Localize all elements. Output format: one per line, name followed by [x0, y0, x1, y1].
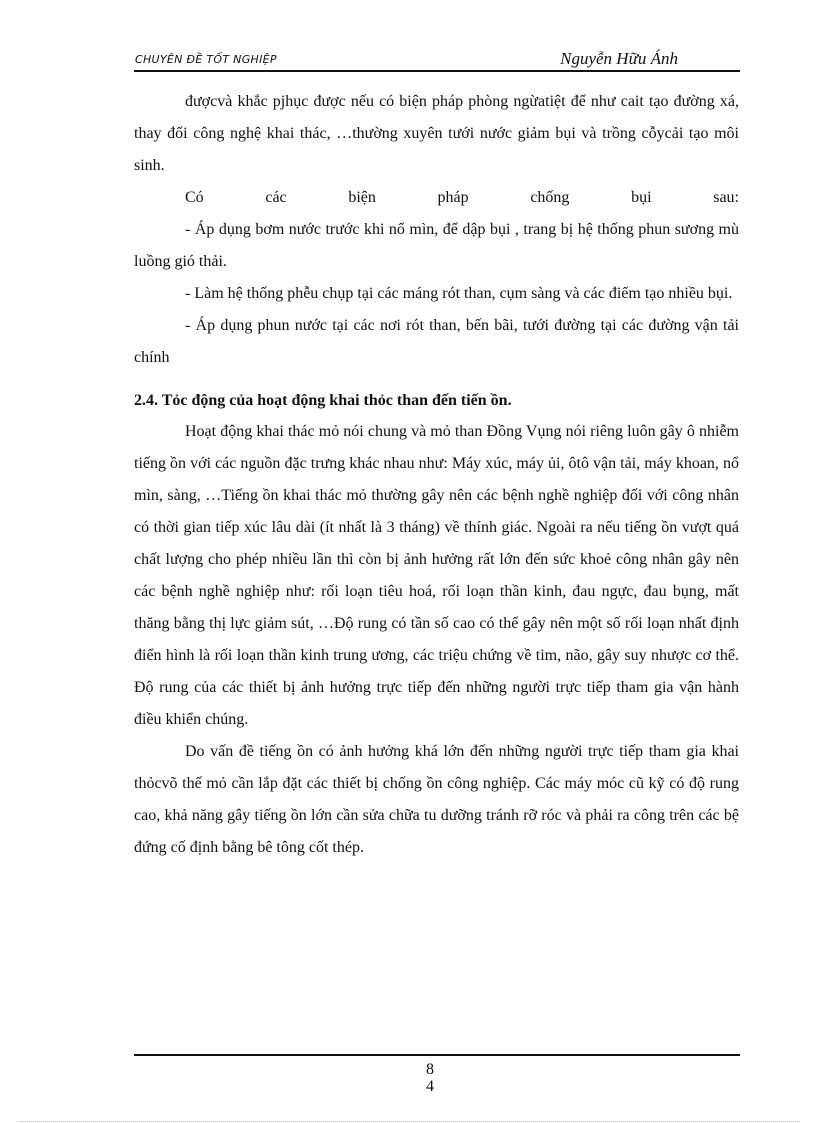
page-number-line1: 8: [426, 1061, 434, 1078]
footer-rule: [134, 1054, 740, 1056]
list-item: - Làm hệ thống phễu chụp tại các máng rót than, cụm sàng và các điểm tạo nhiều bụi.: [185, 285, 733, 302]
section-paragraph: Hoạt động khai thác mỏ nói chung và mỏ than Đồng Vụng nói riêng luôn gây ô nhiễm tiếng ồn với các nguồn đặc trưng khác nhau như: Máy xúc, máy ủi, ôtô vận tải, máy khoan, nổ mìn, sàng, …Tiếng ồn khai thác mỏ thường gây nên các bệnh nghề nghiệp đối với công nhân có thời gian tiếp xúc lâu dài (ít nhất là 3 tháng) về thính giác. Ngoài ra nếu tiếng ồn vượt quá chất lượng cho phép nhiều lần thì còn bị ảnh hưởng rất lớn đến sức khoẻ công nhân gây nên các bệnh nghề nghiệp như: rối loạn tiêu hoá, rối loạn thần kinh, đau ngực, đau bụng, mất thăng bằng thị lực giảm sút, …Độ rung có tần số cao có thể gây nên một số rối loạn nhất định điển hình là rối loạn thần kinh trung ương, các triệu chứng về tim, não, gây suy nhược cơ thể. Độ rung của các thiết bị ảnh hưởng trực tiếp đến những người trực tiếp tham gia vận hành điều khiển chúng.: [134, 423, 739, 728]
page-edge-dotted-line: [20, 1121, 800, 1122]
section-heading: 2.4. Tỏc động của hoạt động khai thỏc than đến tiến ồn.: [134, 392, 512, 409]
body-text: [134, 86, 739, 864]
section-paragraph: Do vấn đề tiếng ồn có ảnh hưởng khá lớn đến những người trực tiếp tham gia khai thỏcvõ thế mỏ cần lắp đặt các thiết bị chống ồn công nghiệp. Các máy móc cũ kỹ có độ rung cao, khả năng gây tiếng ồn lớn cần sửa chữa tu dưỡng tránh rỡ róc và phải ra công trên các bệ đứng cố định bằng bê tông cốt thép.: [134, 743, 739, 856]
spacer: [134, 374, 739, 380]
running-header-author: Nguyễn Hữu Ánh: [560, 49, 678, 68]
running-header-title: CHUYÊN ĐỀ TỐT NGHIỆP: [135, 53, 277, 66]
list-item: - Áp dụng phun nước tại các nơi rót than, bến bãi, tưới đường tại các đường vận tải chính: [134, 317, 739, 366]
paragraph-intro: Có các biện pháp chống bụi sau:: [185, 189, 739, 206]
paragraph-continuation: đượcvà khắc pjhục được nếu có biện pháp phòng ngừatiệt để như cait tạo đường xá, thay đổi công nghệ khai thác, …thường xuyên tưới nước giảm bụi và trồng cỗycải tạo môi sinh.: [134, 93, 739, 174]
header-rule: [134, 70, 740, 72]
page-number-line2: 4: [426, 1078, 434, 1095]
list-item: - Áp dụng bơm nước trước khi nổ mìn, để dập bụi , trang bị hệ thống phun sương mù luồng gió thải.: [134, 221, 739, 270]
